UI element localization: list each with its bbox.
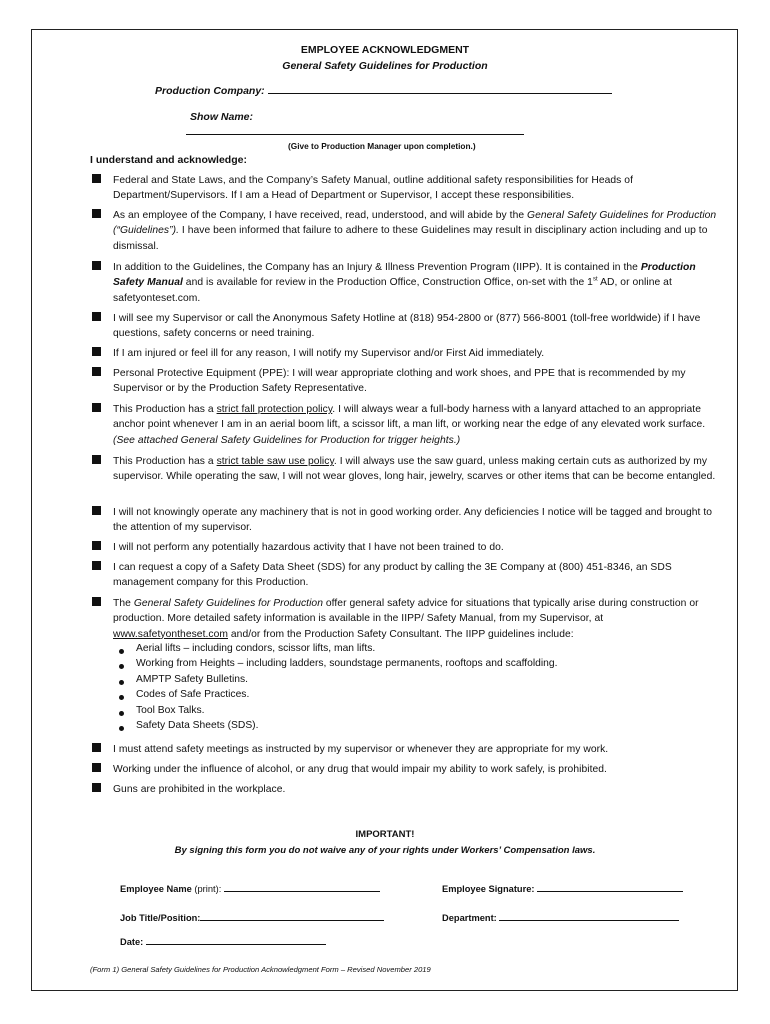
sub-item: Codes of Safe Practices.	[136, 689, 250, 700]
item-7: This Production has a strict fall protection policy. I will always wear a full-body harness with a lanyard attached to an appropriate anchor point whenever I am in an aerial boom lift, a scissor lift, a man lift, or working near the edge of any elevated work surface. (See attached General Safety Guidelines for Production for trigger heights.)	[113, 404, 706, 446]
bullet-square	[92, 783, 101, 792]
job-title-row	[120, 910, 384, 923]
bullet-dot	[119, 664, 124, 669]
bullet-square	[92, 209, 101, 218]
production-company-field[interactable]	[268, 83, 612, 94]
employee-name-print: (print):	[191, 884, 222, 894]
item-12: The General Safety Guidelines for Production offer general safety advice for situations that typically arise during construction or production. More detailed safety information is available in the IIPP/ Safety Manual, from my Supervisor, at www.safetyontheset.com and/or from the Production Safety Consultant. The IIPP guidelines include:	[113, 598, 699, 640]
employee-name-field[interactable]	[224, 881, 380, 892]
item-6: Personal Protective Equipment (PPE): I will wear appropriate clothing and work shoes, and PPE that is recommended by my Supervisor or by the Production Safety Representative.	[113, 368, 686, 395]
show-name-field[interactable]	[186, 124, 524, 135]
sub-item: Safety Data Sheets (SDS).	[136, 720, 259, 731]
date-label: Date:	[120, 937, 144, 947]
item-11: I can request a copy of a Safety Data Sheet (SDS) for any product by calling the 3E Company at (800) 451-8346, an SDS management company for this Production.	[113, 562, 672, 589]
item-15: Guns are prohibited in the workplace.	[113, 784, 286, 795]
bullet-square	[92, 347, 101, 356]
bullet-square	[92, 743, 101, 752]
bullet-square	[92, 403, 101, 412]
bullet-square	[92, 763, 101, 772]
bullet-dot	[119, 695, 124, 700]
item-2: As an employee of the Company, I have received, read, understood, and will abide by the General Safety Guidelines for Production (“Guidelines”). I have been informed that failure to adhere to these Guidelines may result in disciplinary action including and up to dismissal.	[113, 210, 717, 252]
production-company-label: Production Company:	[155, 85, 265, 97]
form-subtitle: General Safety Guidelines for Production	[282, 60, 488, 72]
employee-signature-row	[442, 881, 683, 894]
item-14: Working under the influence of alcohol, or any drug that would impair my ability to work safely, is prohibited.	[113, 764, 607, 775]
item-4: I will see my Supervisor or call the Anonymous Safety Hotline at (818) 954-2800 or (877) 566-8001 (toll-free worldwide) if I have questions, safety concerns or need training.	[113, 313, 701, 340]
bullet-dot	[119, 649, 124, 654]
item-8: This Production has a strict table saw use policy. I will always use the saw guard, unless making certain cuts as authorized by my supervisor. While operating the saw, I will not wear gloves, long hair, jewelry, scarves or other items that can be become entangled.	[113, 456, 716, 483]
employee-name-label: Employee Name	[120, 884, 192, 894]
bullet-square	[92, 312, 101, 321]
important-title: IMPORTANT!	[355, 829, 415, 840]
sub-item: Working from Heights – including ladders, soundstage permanents, rooftops and scaffolding.	[136, 658, 558, 669]
employee-name-row	[120, 881, 380, 894]
item-9: I will not knowingly operate any machinery that is not in good working order. Any deficiencies I notice will be tagged and brought to the attention of my supervisor.	[113, 507, 713, 534]
date-field[interactable]	[146, 934, 326, 945]
form-footer: (Form 1) General Safety Guidelines for Production Acknowledgment Form – Revised November 2019	[90, 965, 431, 974]
bullet-square	[92, 174, 101, 183]
bullet-dot	[119, 726, 124, 731]
important-text: By signing this form you do not waive any of your rights under Workers’ Compensation laws.	[174, 845, 596, 856]
bullet-square	[92, 597, 101, 606]
item-3: In addition to the Guidelines, the Company has an Injury & Illness Prevention Program (IIPP). It is contained in the Production Safety Manual and is available for review in the Production Office, Construction Office, on-set with the 1st AD, or online at safetyonteset.com.	[113, 262, 696, 304]
date-row	[120, 934, 326, 947]
give-note: (Give to Production Manager upon completion.)	[288, 141, 476, 151]
item-1: Federal and State Laws, and the Company’s Safety Manual, outline additional safety responsibilities for Heads of Department/Supervisors. If I am a Head of Department or Supervisor, I accept these responsibilities.	[113, 175, 633, 202]
bullet-square	[92, 506, 101, 515]
item-13: I must attend safety meetings as instructed by my supervisor or whenever they are appropriate for my work.	[113, 744, 609, 755]
bullet-square	[92, 261, 101, 270]
job-title-label: Job Title/Position:	[120, 913, 201, 923]
bullet-square	[92, 541, 101, 550]
bullet-square	[92, 367, 101, 376]
department-label: Department:	[442, 913, 497, 923]
job-title-field[interactable]	[200, 910, 384, 921]
bullet-dot	[119, 680, 124, 685]
bullet-square	[92, 561, 101, 570]
production-company-row	[155, 83, 612, 97]
show-name-label: Show Name:	[190, 111, 254, 123]
department-row	[442, 910, 679, 923]
bullet-square	[92, 455, 101, 464]
sub-item: AMPTP Safety Bulletins.	[136, 674, 248, 685]
sub-item: Aerial lifts – including condors, scissor lifts, man lifts.	[136, 643, 376, 654]
employee-signature-label: Employee Signature:	[442, 884, 535, 894]
item-5: If I am injured or feel ill for any reason, I will notify my Supervisor and/or First Aid immediately.	[113, 348, 545, 359]
sub-item: Tool Box Talks.	[136, 705, 205, 716]
form-title: EMPLOYEE ACKNOWLEDGMENT	[300, 44, 470, 56]
intro-text: I understand and acknowledge:	[90, 154, 247, 166]
department-field[interactable]	[499, 910, 679, 921]
bullet-dot	[119, 711, 124, 716]
item-10: I will not perform any potentially hazardous activity that I have not been trained to do.	[113, 542, 504, 553]
employee-signature-field[interactable]	[537, 881, 683, 892]
